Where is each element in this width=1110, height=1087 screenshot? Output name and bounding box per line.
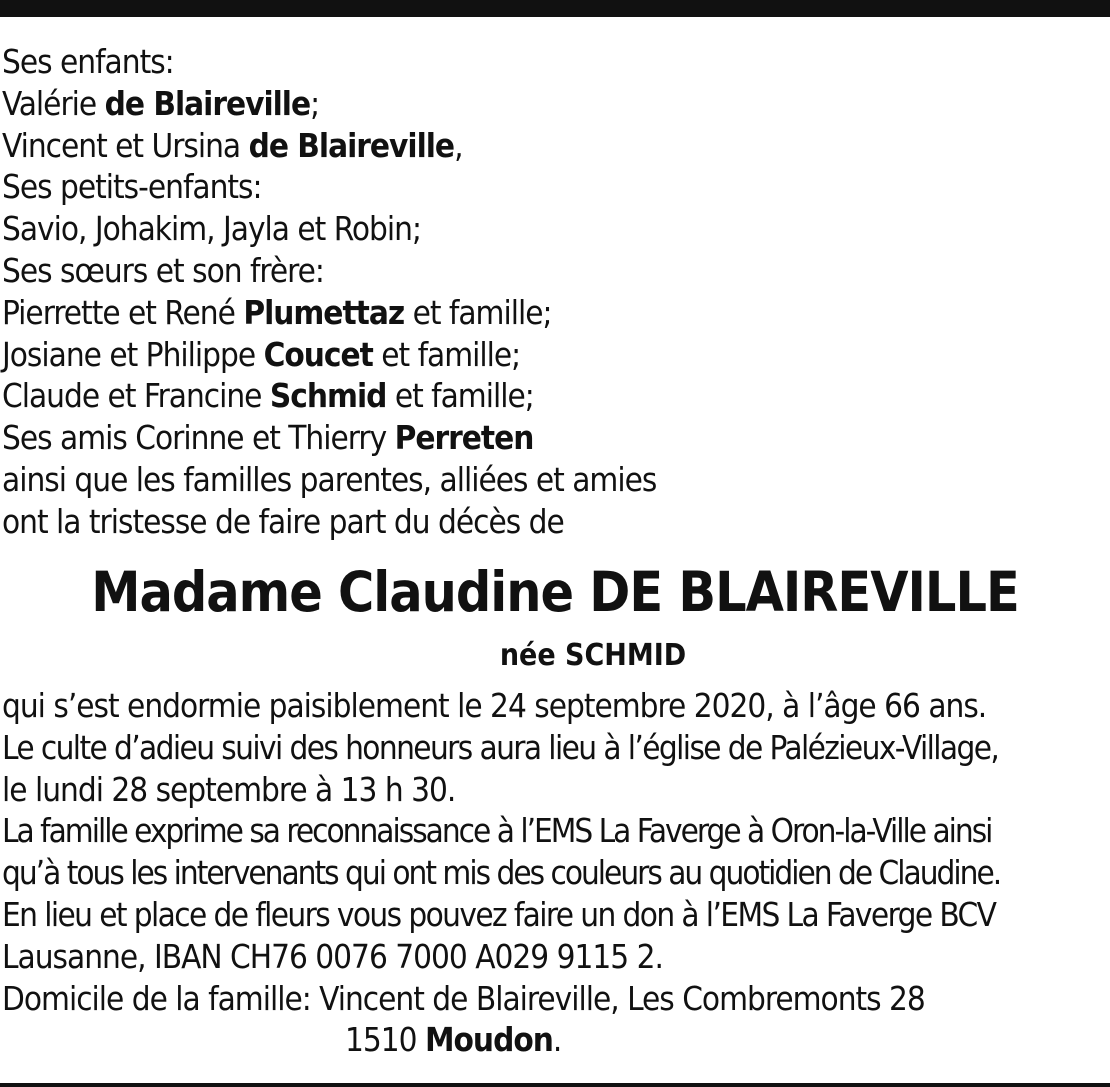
announce-line: ont la tristesse de faire part du décès de <box>2 501 564 541</box>
details-line-7: Lausanne, IBAN CH76 0076 7000 A029 9115 2. <box>2 936 663 976</box>
sibling-line-3 <box>2 375 1108 417</box>
sibling2-end: et famille; <box>381 334 521 374</box>
city-end: . <box>552 1020 562 1060</box>
city-name: Moudon <box>424 1020 553 1060</box>
address-city-line <box>2 1019 1108 1061</box>
siblings-heading: Ses sœurs et son frère: <box>2 250 324 290</box>
friends-line <box>2 417 1108 459</box>
postal-code: 1510 <box>345 1020 417 1060</box>
bottom-rule <box>0 1083 1110 1087</box>
details-line-5: qu’à tous les intervenants qui ont mis des couleurs au quotidien de Claudine. <box>2 853 1001 893</box>
sibling1-last: Plumettaz <box>243 292 405 332</box>
sibling2-last: Coucet <box>263 334 373 374</box>
child2-end: , <box>454 125 463 165</box>
sibling-line-2 <box>2 334 1108 376</box>
details-line-3: le lundi 28 septembre à 13 h 30. <box>2 769 456 809</box>
details-line-2: Le culte d’adieu suivi des honneurs aura lieu à l’église de Palézieux-Village, <box>2 727 999 767</box>
details-line-4: La famille exprime sa reconnaissance à l’EMS La Faverge à Oron-la-Ville ainsi <box>2 811 992 851</box>
sibling3-first: Claude et Francine <box>2 376 262 416</box>
grandchildren-names: Savio, Johakim, Jayla et Robin; <box>2 209 421 249</box>
child-line-1 <box>2 83 1108 125</box>
sibling3-last: Schmid <box>269 376 387 416</box>
child2-first: Vincent et Ursina <box>2 125 241 165</box>
top-rule <box>0 0 1110 17</box>
sibling3-end: et famille; <box>394 376 534 416</box>
grandchildren-heading: Ses petits-enfants: <box>2 167 262 207</box>
sibling1-first: Pierrette et René <box>2 292 235 332</box>
details-line-8: Domicile de la famille: Vincent de Blaireville, Les Combremonts 28 <box>2 978 925 1018</box>
sibling1-end: et famille; <box>412 292 552 332</box>
child-line-2 <box>2 125 1108 167</box>
details-line-1: qui s’est endormie paisiblement le 24 septembre 2020, à l’âge 66 ans. <box>2 686 987 725</box>
maiden-name: née SCHMID <box>499 638 687 673</box>
child1-first: Valérie <box>2 83 97 123</box>
notice-details <box>2 685 1108 1061</box>
friends-first: Ses amis Corinne et Thierry <box>2 418 387 458</box>
children-heading: Ses enfants: <box>2 42 174 81</box>
child1-last: de Blaireville <box>104 83 311 123</box>
families-line: ainsi que les familles parentes, alliées et amies <box>2 459 657 499</box>
child2-last: de Blaireville <box>248 125 455 165</box>
details-line-6: En lieu et place de fleurs vous pouvez faire un don à l’EMS La Faverge BCV <box>2 894 996 934</box>
child1-end: ; <box>310 83 320 123</box>
deceased-name: Madame Claudine DE BLAIREVILLE <box>91 560 1019 624</box>
sibling2-first: Josiane et Philippe <box>2 334 256 374</box>
family-list <box>2 41 1108 543</box>
sibling-line-1 <box>2 292 1108 334</box>
friends-last: Perreten <box>394 418 534 458</box>
